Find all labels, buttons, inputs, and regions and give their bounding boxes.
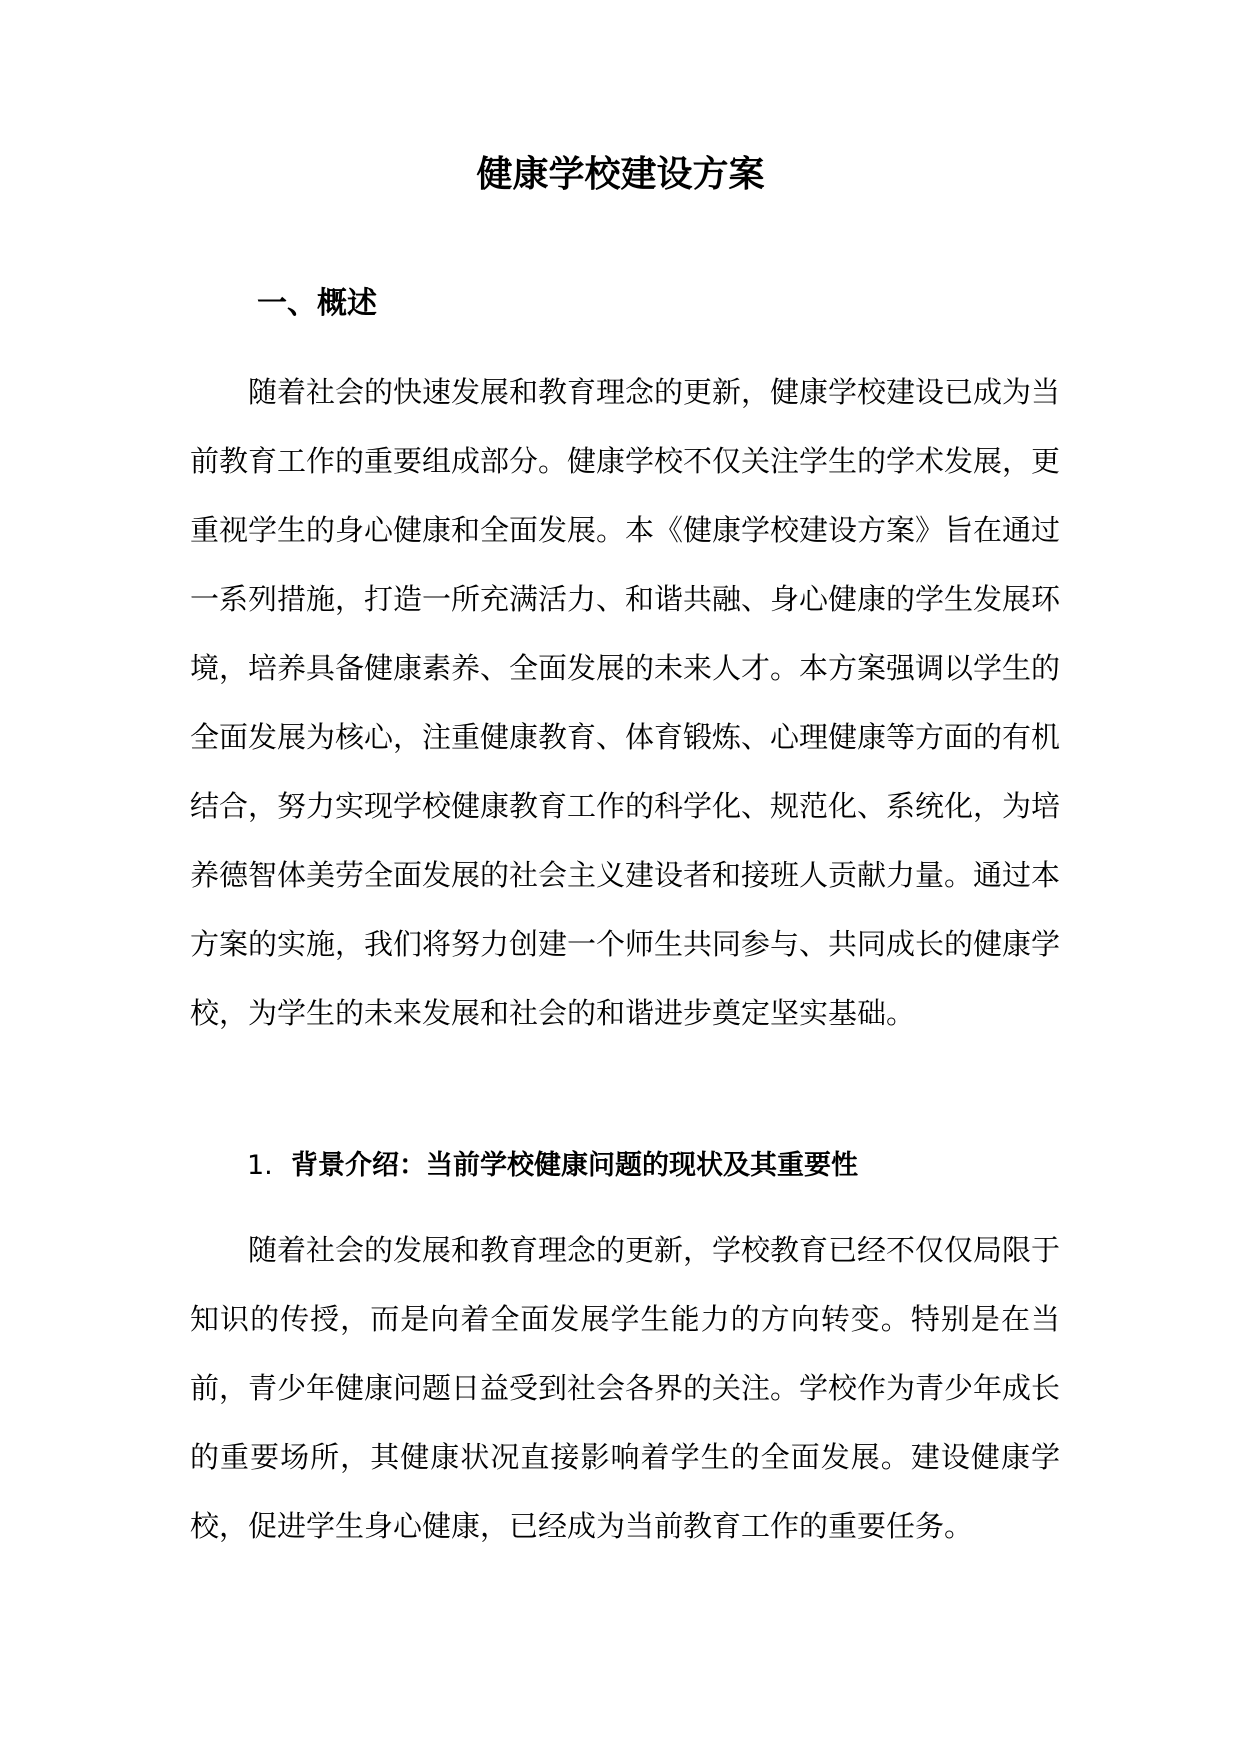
subsection-heading-background: [247, 1142, 858, 1190]
overview-paragraph: 随着社会的快速发展和教育理念的更新，健康学校建设已成为当前教育工作的重要组成部分。健康学校不仅关注学生的学术发展，更重视学生的身心健康和全面发展。本《健康学校建设方案》旨在通过一系列措施，打造一所充满活力、和谐共融、身心健康的学生发展环境，培养具备健康素养、全面发展的未来人才。本方案强调以学生的全面发展为核心，注重健康教育、体育锻炼、心理健康等方面的有机结合，努力实现学校健康教育工作的科学化、规范化、系统化，为培养德智体美劳全面发展的社会主义建设者和接班人贡献力量。通过本方案的实施，我们将努力创建一个师生共同参与、共同成长的健康学校，为学生的未来发展和社会的和谐进步奠定坚实基础。: [190, 375, 1061, 1030]
section-heading-overview: 一、概述: [257, 286, 377, 321]
document-title: 健康学校建设方案: [476, 154, 765, 195]
subsection-heading-text: 背景介绍：当前学校健康问题的现状及其重要性: [291, 1150, 858, 1181]
background-paragraph: 随着社会的发展和教育理念的更新，学校教育已经不仅仅局限于知识的传授，而是向着全面发展学生能力的方向转变。特别是在当前，青少年健康问题日益受到社会各界的关注。学校作为青少年成长的重要场所，其健康状况直接影响着学生的全面发展。建设健康学校，促进学生身心健康，已经成为当前教育工作的重要任务。: [190, 1233, 1061, 1543]
subsection-number: 1.: [247, 1150, 273, 1181]
